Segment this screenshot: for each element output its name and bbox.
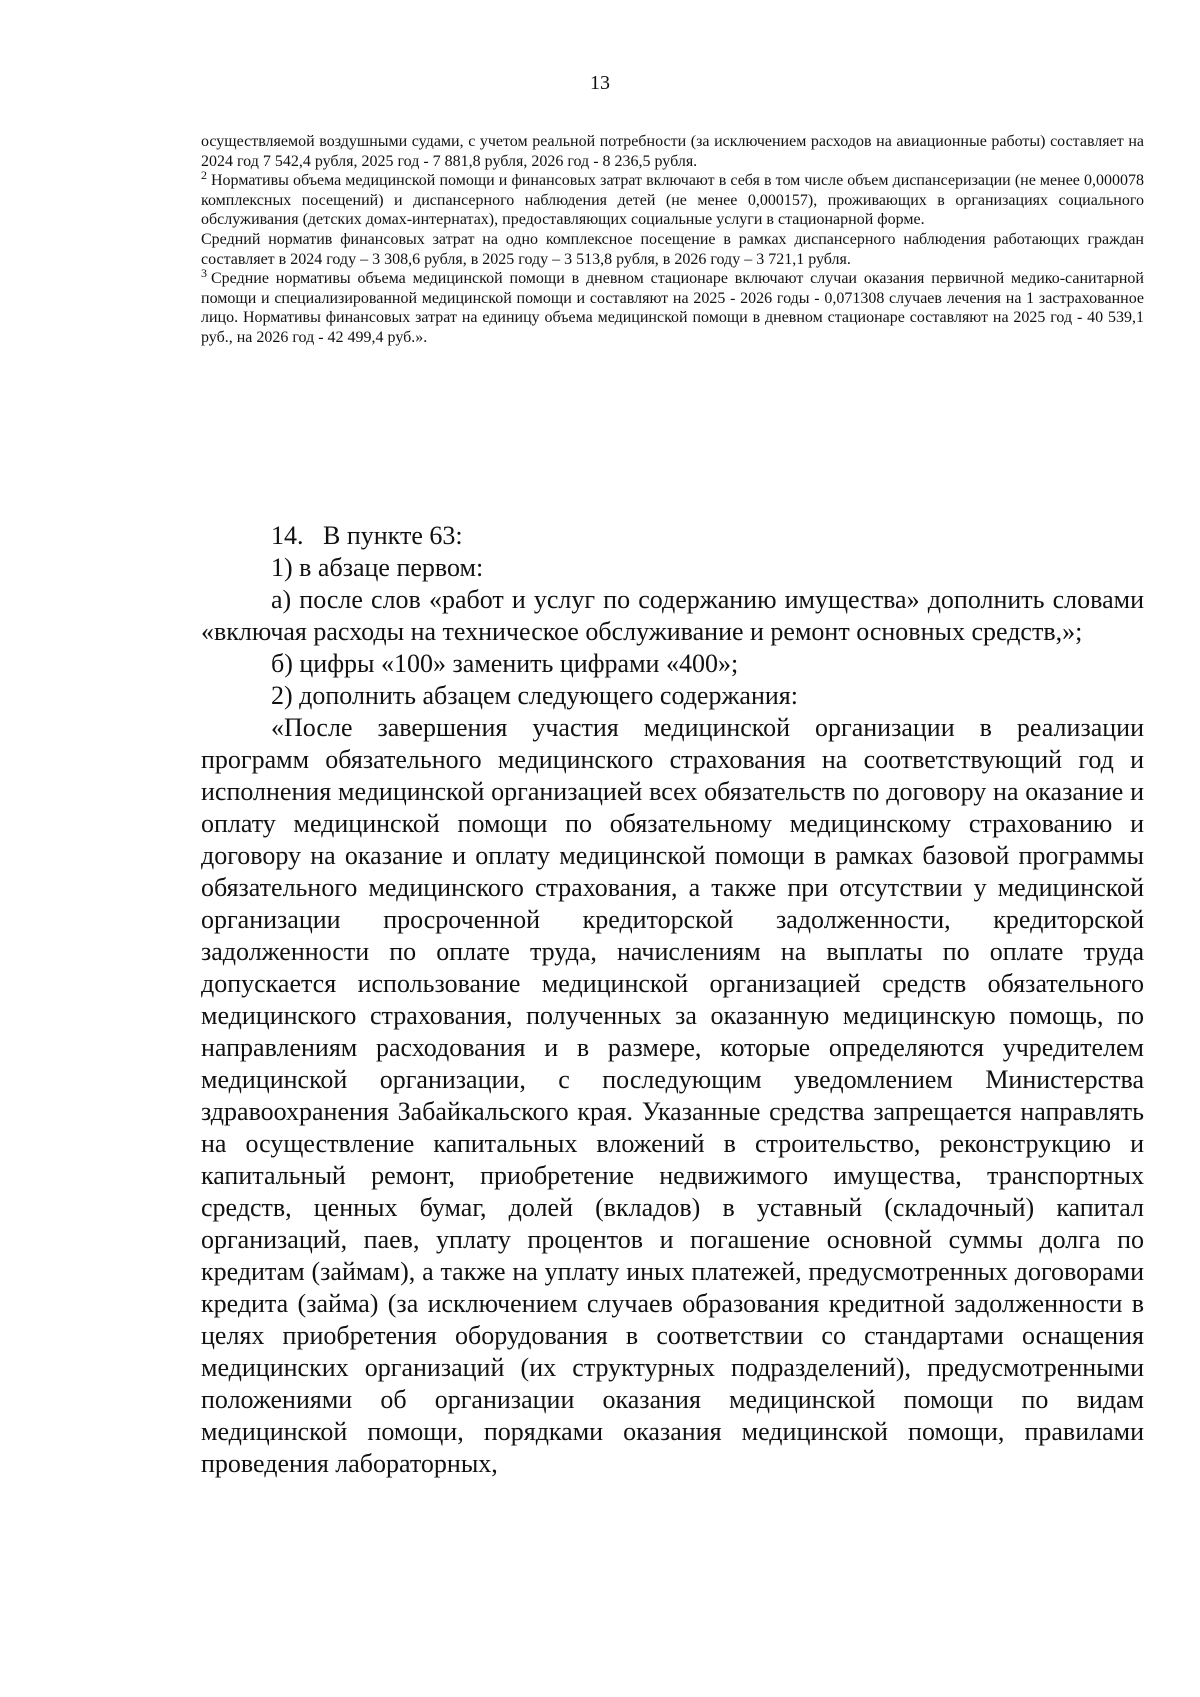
- item-number: 14.: [271, 521, 304, 550]
- item-title: В пункте 63:: [323, 521, 463, 550]
- footnote-3: [201, 265, 1144, 347]
- footnote-3-text: Средние нормативы объема медицинской помощи в дневном стационаре включают случаи оказания первичной медико-санитарной помощи и специализированной медицинской помощи и составляют на 2025 - 2026 годы - 0,071308 случаев лечения на 1 застрахованное лицо. Нормативы финансовых затрат на единицу объема медицинской помощи в дневном стационаре составляют на 2025 год - 40 539,1 руб., на 2026 год - 42 499,4 руб.».: [201, 270, 1144, 346]
- footnote-continuation: осуществляемой воздушными судами, с учетом реальной потребности (за исключением расходов на авиационные работы) составляет на 2024 год 7 542,4 рубля, 2025 год - 7 881,8 рубля, 2026 год - 8 236,5 рубля.: [201, 133, 1144, 170]
- page-number: 13: [590, 72, 610, 94]
- footnote-2-marker: 2: [201, 167, 207, 182]
- footnote-2: [201, 167, 1144, 230]
- subitem-2: 2) дополнить абзацем следующего содержания:: [271, 681, 798, 710]
- footnote-2-text: Нормативы объема медицинской помощи и финансовых затрат включают в себя в том числе объем диспансеризации (не менее 0,000078 комплексных посещений) и диспансерного наблюдения детей (не менее 0,000157), проживающих в организациях социального обслуживания (детских домах-интернатах), предоставляющих социальные услуги в стационарной форме.: [201, 172, 1144, 229]
- subitem-1a: а) после слов «работ и услуг по содержанию имущества» дополнить словами «включая расходы на техническое обслуживание и ремонт основных средств,»;: [201, 585, 1144, 646]
- subitem-1b: б) цифры «100» заменить цифрами «400»;: [271, 649, 739, 678]
- footnotes: [201, 132, 1144, 348]
- main-text: [201, 520, 1144, 1480]
- footnote-3-marker: 3: [201, 265, 207, 280]
- item-14-heading: [201, 520, 1144, 552]
- footnote-2-extra: Средний норматив финансовых затрат на одно комплексное посещение в рамках диспансерного наблюдения работающих граждан составляет в 2024 году – 3 308,6 рубля, в 2025 году – 3 513,8 рубля, в 2026 году – 3 721,1 рубля.: [201, 230, 1144, 268]
- quoted-paragraph: «После завершения участия медицинской организации в реализации программ обязательного медицинского страхования на соответствующий год и исполнения медицинской организацией всех обязательств по договору на оказание и оплату медицинской помощи по обязательному медицинскому страхованию и договору на оказание и оплату медицинской помощи в рамках базовой программы обязательного медицинского страхования, а также при отсутствии у медицинской организации просроченной кредиторской задолженности, кредиторской задолженности по оплате труда, начислениям на выплаты по оплате труда допускается использование медицинской организацией средств обязательного медицинского страхования, полученных за оказанную медицинскую помощь, по направлениям расходования и в размере, которые определяются учредителем медицинской организации, с последующим уведомлением Министерства здравоохранения Забайкальского края. Указанные средства запрещается направлять на осуществление капитальных вложений в строительство, реконструкцию и капитальный ремонт, приобретение недвижимого имущества, транспортных средств, ценных бумаг, долей (вкладов) в уставный (складочный) капитал организаций, паев, уплату процентов и погашение основной суммы долга по кредитам (займам), а также на уплату иных платежей, предусмотренных договорами кредита (займа) (за исключением случаев образования кредитной задолженности в целях приобретения оборудования в соответствии со стандартами оснащения медицинских организаций (их структурных подразделений), предусмотренными положениями об организации оказания медицинской помощи по видам медицинской помощи, порядками оказания медицинской помощи, правилами проведения лабораторных,: [201, 713, 1144, 1478]
- subitem-1: 1) в абзаце первом:: [271, 553, 484, 582]
